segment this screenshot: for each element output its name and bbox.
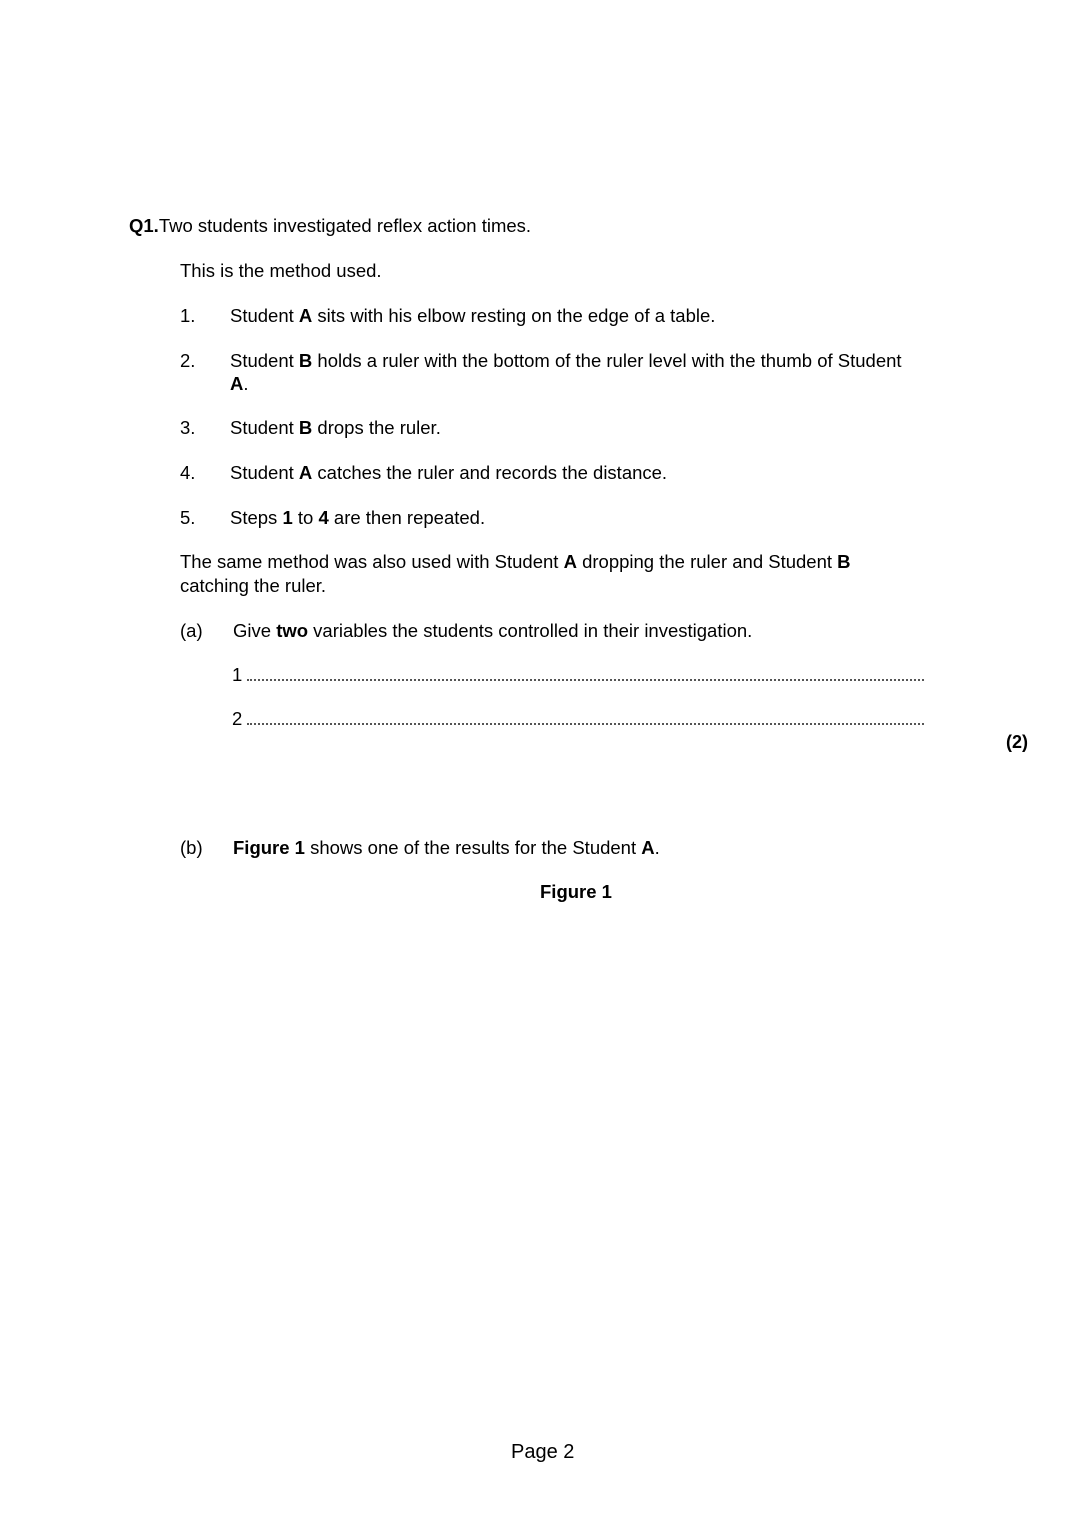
question-header [129,214,531,237]
same-method-line-2: catching the ruler. [180,575,327,596]
part-a-marks: (2) [1006,732,1028,752]
step-4-number: 4. [180,462,196,483]
emphasis-text: B [298,350,313,371]
emphasis-text: 4 [318,507,329,528]
emphasis-text: A [230,373,244,394]
question-number: Q1. [129,215,159,236]
part-b-prompt: Figure 1 shows one of the results for the Student A. [233,837,660,858]
emphasis-text: two [276,620,309,641]
step-2-text-continued: A. [230,373,249,394]
answer-line-1[interactable] [247,679,924,681]
step-2-number: 2. [180,350,196,371]
part-b-label: (b) [180,837,203,858]
emphasis-text: 1 [282,507,293,528]
emphasis-text: A [298,305,313,326]
answer-line-1-number: 1 [232,664,243,685]
answer-line-2[interactable] [247,723,924,725]
step-2-text: Student B holds a ruler with the bottom of the ruler level with the thumb of Student [230,350,902,371]
part-a-label: (a) [180,620,203,641]
emphasis-text: B [837,551,851,572]
same-method-line-1: The same method was also used with Student A dropping the ruler and Student B [180,551,851,572]
emphasis-text: B [298,417,313,438]
method-intro: This is the method used. [180,260,382,281]
step-4-text: Student A catches the ruler and records the distance. [230,462,668,483]
step-1-number: 1. [180,305,196,326]
emphasis-text: A [641,837,655,858]
emphasis-text: Figure 1 [233,837,305,858]
emphasis-text: A [563,551,577,572]
step-5-number: 5. [180,507,196,528]
page-number: Page 2 [511,1441,575,1463]
answer-line-2-number: 2 [232,708,243,729]
question-intro: Two students investigated reflex action times. [158,215,532,236]
step-5-text: Steps 1 to 4 are then repeated. [230,507,486,528]
figure-title: Figure 1 [540,881,612,902]
part-a-prompt: Give two variables the students controlled in their investigation. [233,620,753,641]
emphasis-text: A [298,462,313,483]
step-3-number: 3. [180,417,196,438]
step-3-text: Student B drops the ruler. [230,417,441,438]
step-1-text: Student A sits with his elbow resting on the edge of a table. [230,305,716,326]
